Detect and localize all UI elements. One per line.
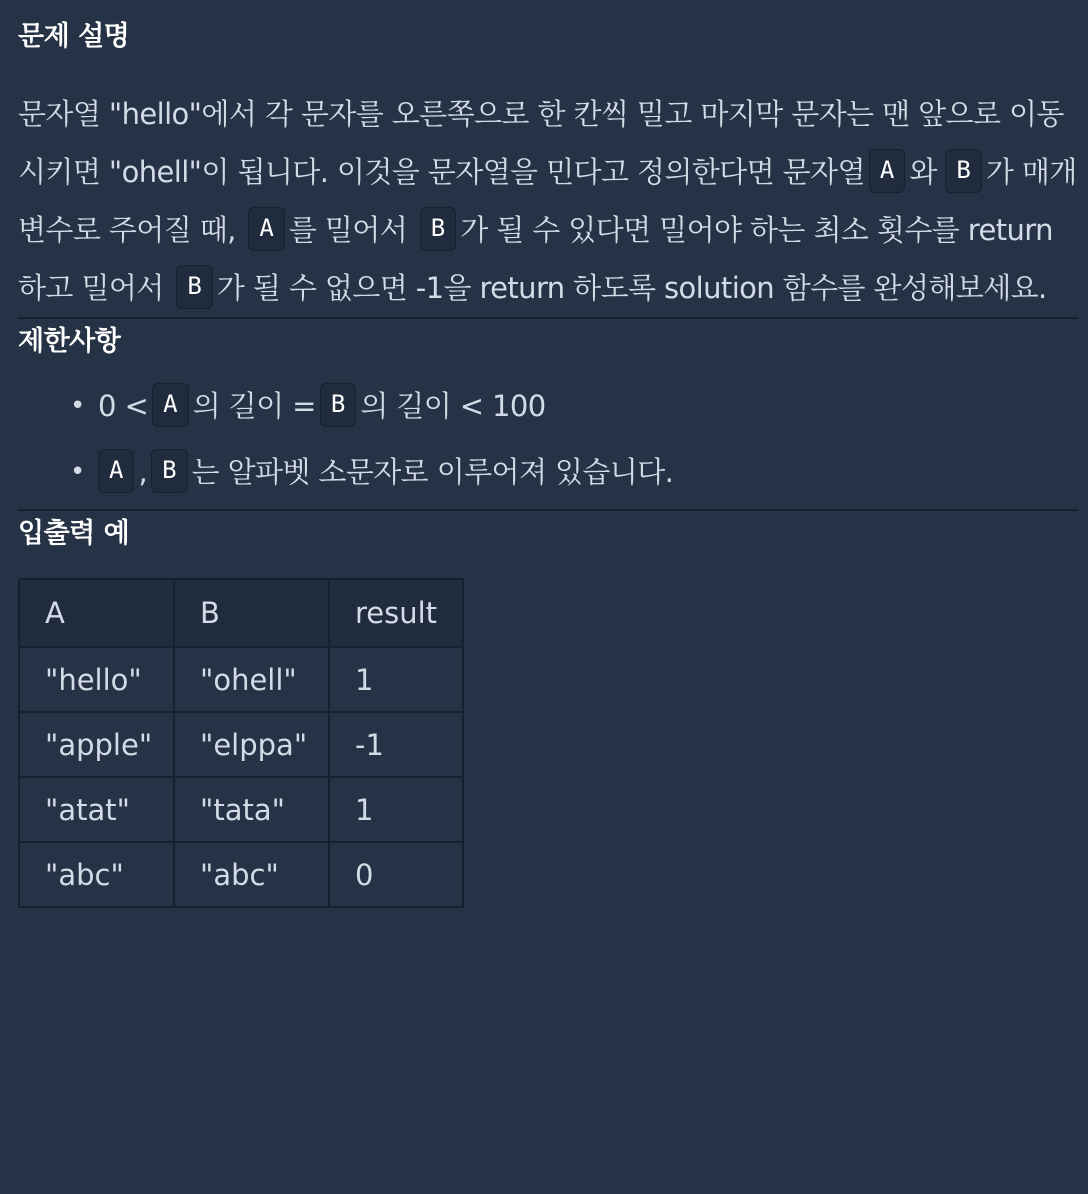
- code-b: B: [151, 449, 187, 493]
- table-row: [19, 842, 463, 907]
- table-cell: "ohell": [174, 647, 329, 712]
- problem-description: [18, 85, 1078, 317]
- constraint-text: 는 알파벳 소문자로 이루어져 있습니다.: [191, 455, 674, 489]
- description-text-2: 와: [909, 155, 937, 189]
- description-text-1: 문자열 "hello"에서 각 문자를 오른쪽으로 한 칸씩 밀고 마지막 문자는 맨 앞으로 이동시키면 "ohell"이 됩니다. 이것을 문자열을 민다고 정의한다면 문자열: [18, 97, 1064, 189]
- table-cell: "tata": [174, 777, 329, 842]
- description-text-5: 가 될 수 있다면 밀어야 하는 최소 횟수를 return하고 밀어서: [18, 213, 1053, 305]
- table-cell: "apple": [19, 712, 174, 777]
- table-cell: "abc": [19, 842, 174, 907]
- constraint-text: 의 길이 =: [192, 389, 316, 423]
- code-a: A: [98, 449, 134, 493]
- column-header: A: [19, 579, 174, 647]
- constraint-item: [70, 377, 1078, 443]
- code-b: B: [420, 207, 456, 251]
- table-cell: "abc": [174, 842, 329, 907]
- constraints-list: [18, 377, 1078, 509]
- code-a: A: [248, 207, 284, 251]
- constraint-text: ,: [138, 455, 148, 489]
- description-text-3: 가 매개변수로 주어질 때,: [18, 155, 1077, 247]
- io-title: 입출력 예: [18, 518, 130, 549]
- table-cell: 0: [329, 842, 463, 907]
- table-row: [19, 777, 463, 842]
- bullet-icon: •: [70, 457, 85, 487]
- column-header: result: [329, 579, 463, 647]
- constraint-item: [70, 443, 1078, 509]
- code-b: B: [176, 265, 212, 309]
- table-cell: "hello": [19, 647, 174, 712]
- constraint-text: 의 길이 < 100: [360, 389, 546, 423]
- code-a: A: [152, 383, 188, 427]
- description-text-6: 가 될 수 없으면 -1을 return 하도록 solution 함수를 완성해보세요.: [216, 271, 1047, 305]
- table-cell: "elppa": [174, 712, 329, 777]
- io-example-table: [18, 578, 464, 908]
- column-header: B: [174, 579, 329, 647]
- description-title: 문제 설명: [18, 21, 130, 52]
- code-b: B: [320, 383, 356, 427]
- bullet-icon: •: [70, 391, 85, 421]
- table-row: [19, 712, 463, 777]
- table-cell: -1: [329, 712, 463, 777]
- code-a: A: [869, 149, 905, 193]
- description-text-4: 를 밀어서: [288, 213, 408, 247]
- table-cell: 1: [329, 777, 463, 842]
- constraints-title: 제한사항: [18, 326, 121, 357]
- table-cell: 1: [329, 647, 463, 712]
- constraint-text: 0 <: [98, 389, 149, 423]
- code-b: B: [945, 149, 981, 193]
- table-row: [19, 647, 463, 712]
- table-cell: "atat": [19, 777, 174, 842]
- table-header-row: [19, 579, 463, 647]
